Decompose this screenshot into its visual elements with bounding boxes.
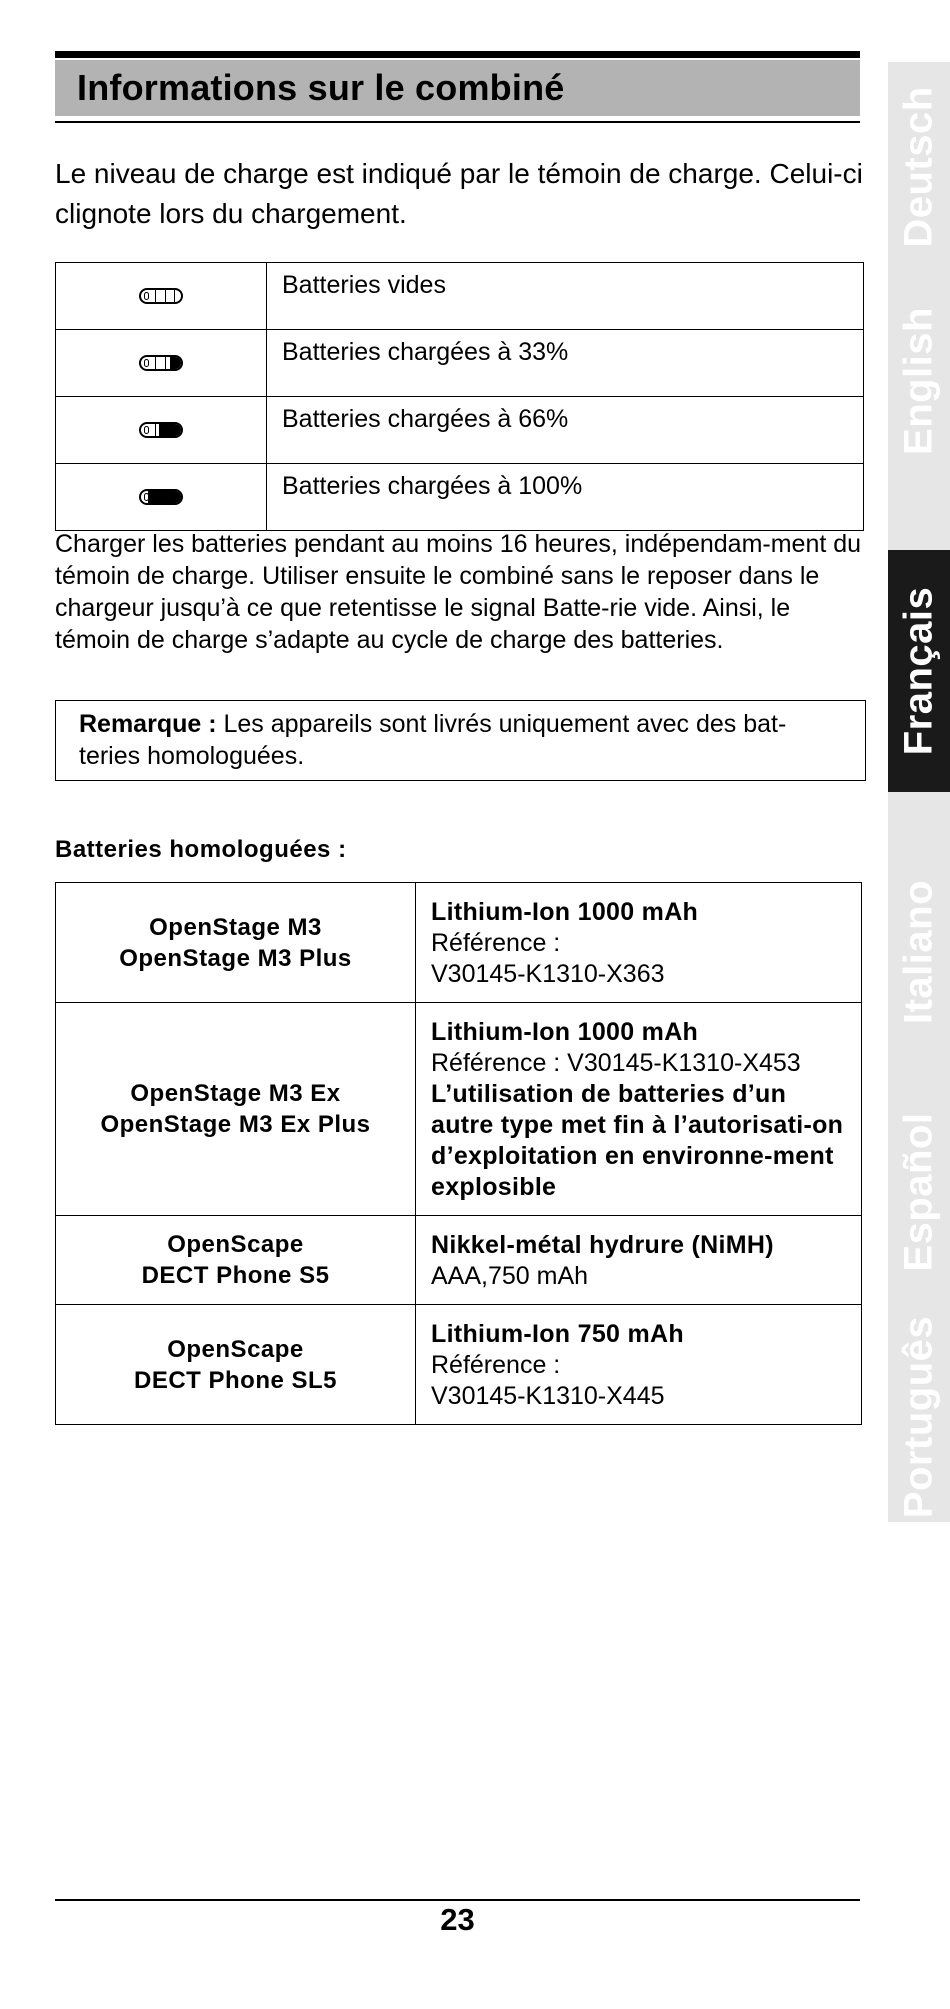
table-row [56, 464, 864, 531]
spec-cell [416, 1003, 862, 1216]
tab-label: Italiano [896, 879, 941, 1025]
battery-level-label: Batteries chargées à 33% [267, 330, 864, 397]
model-name: OpenStage M3 Ex Plus [100, 1111, 371, 1138]
tab-deutsch[interactable] [888, 62, 950, 272]
tab-label: Español [896, 1112, 941, 1272]
battery-reference: Référence : [431, 929, 561, 957]
battery-33-icon [139, 355, 183, 371]
note-box [55, 700, 866, 781]
battery-empty-icon [139, 288, 183, 304]
table-row [56, 883, 862, 1003]
battery-full-icon [139, 489, 183, 505]
battery-level-table [55, 262, 864, 531]
model-name: DECT Phone S5 [141, 1262, 330, 1289]
tab-english[interactable] [888, 272, 950, 490]
model-cell [56, 883, 416, 1003]
note-label: Remarque : [79, 710, 217, 738]
tab-francais[interactable] [888, 550, 950, 792]
battery-reference: V30145-K1310-X363 [431, 960, 665, 988]
title-band [55, 60, 860, 116]
model-name: OpenScape [167, 1335, 304, 1363]
battery-level-label: Batteries chargées à 100% [267, 464, 864, 531]
table-row [56, 1003, 862, 1216]
table-row [56, 1216, 862, 1305]
tab-portugues[interactable] [888, 1312, 950, 1522]
note-text: Les appareils sont livrés uniquement avec des bat-teries homologuées. [79, 710, 787, 770]
page-number: 23 [440, 1902, 475, 1937]
model-cell [56, 1216, 416, 1305]
icon-cell [56, 263, 267, 330]
table-row [56, 397, 864, 464]
battery-reference: Référence : V30145-K1310-X453 [431, 1049, 801, 1077]
battery-type: Lithium-Ion 1000 mAh [431, 898, 699, 926]
title-underline [55, 121, 860, 123]
battery-type: Lithium-Ion 1000 mAh [431, 1018, 699, 1046]
language-tabs [888, 62, 950, 1522]
battery-capacity: AAA,750 mAh [431, 1262, 589, 1290]
icon-cell [56, 464, 267, 531]
tab-label: Deutsch [896, 86, 941, 248]
model-name: OpenStage M3 Ex [130, 1080, 341, 1107]
table-row [56, 1305, 862, 1425]
tab-label: Français [896, 586, 941, 756]
battery-level-label: Batteries vides [267, 263, 864, 330]
icon-cell [56, 330, 267, 397]
battery-reference: V30145-K1310-X445 [431, 1382, 665, 1410]
table-row [56, 330, 864, 397]
charge-instructions: Charger les batteries pendant au moins 16 heures, indépendam-ment du témoin de charge. Utiliser ensuite le combiné sans le reposer dans le chargeur jusqu’à ce que retentisse le signal Batte-rie vide. Ainsi, le témoin de charge s’adapte au cycle de charge des batteries. [55, 530, 862, 654]
spec-cell [416, 1305, 862, 1425]
table-row [56, 263, 864, 330]
icon-cell [56, 397, 267, 464]
battery-66-icon [139, 422, 183, 438]
page-title: Informations sur le combiné [77, 67, 565, 108]
explosive-warning: L’utilisation de batteries d’un autre type met fin à l’autorisati-on d’exploitation en environne-ment explosible [431, 1080, 844, 1201]
battery-level-label: Batteries chargées à 66% [267, 397, 864, 464]
model-cell [56, 1003, 416, 1216]
battery-type: Nikkel-métal hydrure (NiMH) [431, 1231, 774, 1259]
spec-cell [416, 1216, 862, 1305]
model-name: OpenStage M3 [149, 913, 322, 941]
approved-batteries-table [55, 882, 862, 1425]
model-name: OpenScape [167, 1231, 304, 1258]
intro-text: Le niveau de charge est indiqué par le témoin de charge. Celui-ci clignote lors du chargement. [55, 158, 863, 229]
model-cell [56, 1305, 416, 1425]
tab-label: English [896, 307, 941, 455]
model-name: DECT Phone SL5 [133, 1366, 338, 1394]
tab-espanol[interactable] [888, 1072, 950, 1312]
model-name: OpenStage M3 Plus [119, 944, 352, 972]
approved-batteries-heading: Batteries homologuées : [55, 836, 347, 863]
battery-type: Lithium-Ion 750 mAh [431, 1320, 684, 1348]
tab-italiano[interactable] [888, 832, 950, 1072]
battery-reference: Référence : [431, 1351, 561, 1379]
tab-label: Português [896, 1315, 941, 1519]
top-rule [55, 51, 860, 58]
spec-cell [416, 883, 862, 1003]
